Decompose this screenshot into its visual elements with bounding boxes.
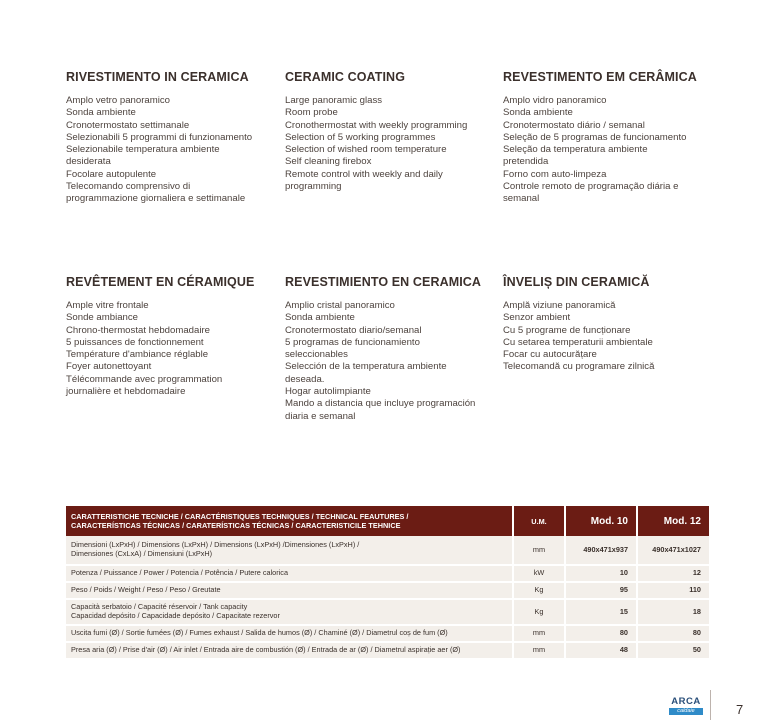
- list-item: Selección de la temperatura ambiente: [285, 361, 447, 373]
- list-item: Température d'ambiance réglable: [66, 349, 209, 361]
- row-mod12: 12: [637, 565, 709, 582]
- list-item: Sonda ambiente: [503, 107, 573, 119]
- section-title: REVESTIMENTO EM CERÂMICA: [503, 70, 697, 84]
- table-row: [66, 565, 709, 582]
- header-label-line2: CARACTERÍSTICAS TÉCNICAS / CARATERÍSTICAS TÉCNICAS / CARACTERISTICILE TEHNICE: [71, 521, 401, 530]
- row-um: kW: [513, 565, 565, 582]
- table-row: [66, 599, 709, 625]
- list-item: Télécommande avec programmation: [66, 373, 223, 385]
- list-item: Self cleaning firebox: [285, 156, 372, 168]
- row-mod10: 10: [565, 565, 637, 582]
- list-item: journalière et hebdomadaire: [66, 386, 186, 398]
- list-item: Telecomando comprensivo di: [66, 181, 191, 193]
- section-french: [66, 275, 281, 398]
- row-mod12: 490x471x1027: [637, 536, 709, 565]
- list-item: Selezionabile temperatura ambiente: [66, 144, 220, 156]
- row-mod10: 15: [565, 599, 637, 625]
- section-title: RIVESTIMENTO IN CERAMICA: [66, 70, 249, 84]
- row-label: [66, 625, 513, 642]
- table-row: [66, 582, 709, 599]
- header-label-line1: CARATTERISTICHE TECNICHE / CARACTÉRISTIQUES TECHNIQUES / TECHNICAL FEAUTURES /: [71, 512, 409, 521]
- logo-sub: caldaie: [669, 708, 703, 715]
- list-item: Cronotermostato diário / semanal: [503, 119, 645, 131]
- list-item: Chrono-thermostat hebdomadaire: [66, 324, 210, 336]
- table-row: [66, 642, 709, 659]
- feature-list: [503, 300, 718, 374]
- row-mod10: 490x471x937: [565, 536, 637, 565]
- list-item: Focar cu autocurățare: [503, 349, 597, 361]
- table-row: [66, 625, 709, 642]
- list-item: Ample vitre frontale: [66, 300, 149, 311]
- row-label: [66, 582, 513, 599]
- row-mod10: 95: [565, 582, 637, 599]
- row-mod10: 80: [565, 625, 637, 642]
- list-item: Large panoramic glass: [285, 95, 383, 106]
- row-label: [66, 536, 513, 565]
- list-item: Room probe: [285, 107, 338, 119]
- header-label: [66, 506, 513, 536]
- list-item: 5 programas de funcionamiento: [285, 336, 420, 348]
- section-romanian: [503, 275, 718, 374]
- list-item: Selezionabili 5 programmi di funzionamento: [66, 131, 253, 143]
- row-mod10: 48: [565, 642, 637, 659]
- section-title: REVESTIMIENTO EN CERAMICA: [285, 275, 482, 289]
- list-item: Cu 5 programe de funcționare: [503, 324, 631, 336]
- row-label: [66, 565, 513, 582]
- list-item: Amplo vetro panoramico: [66, 95, 170, 106]
- list-item: desiderata: [66, 156, 111, 168]
- section-title: ÎNVELIȘ DIN CERAMICĂ: [503, 275, 650, 289]
- list-item: Selection of 5 working programmes: [285, 131, 436, 143]
- section-portuguese: [503, 70, 718, 206]
- row-label: [66, 599, 513, 625]
- list-item: seleccionables: [285, 349, 348, 361]
- row-label-line2: Capacidad depósito / Capacidade depósito / Capacitate rezervor: [71, 611, 280, 620]
- header-um: U.M.: [513, 506, 565, 536]
- list-item: deseada.: [285, 373, 325, 385]
- row-label-line1: Potenza / Puissance / Power / Potencia / Potência / Putere calorica: [71, 568, 288, 578]
- list-item: Forno com auto-limpeza: [503, 168, 607, 180]
- section-title: CERAMIC COATING: [285, 70, 406, 84]
- list-item: Hogar autolimpiante: [285, 386, 371, 398]
- row-mod12: 50: [637, 642, 709, 659]
- section-italian: [66, 70, 281, 206]
- list-item: Sonde ambiance: [66, 312, 139, 324]
- list-item: Cronotermostato diario/semanal: [285, 324, 422, 336]
- list-item: Selection of wished room temperature: [285, 144, 447, 156]
- feature-list: [285, 95, 500, 193]
- list-item: Amplă viziune panoramică: [503, 300, 616, 311]
- section-english: [285, 70, 500, 193]
- arca-logo: [669, 697, 703, 715]
- list-item: Sonda ambiente: [285, 312, 355, 324]
- list-item: Amplio cristal panoramico: [285, 300, 395, 311]
- row-um: mm: [513, 625, 565, 642]
- list-item: Controle remoto de programação diária e: [503, 181, 679, 193]
- section-spanish: [285, 275, 500, 423]
- page-number: 7: [736, 702, 744, 717]
- header-mod10: Mod. 10: [565, 506, 637, 536]
- row-label-line2: Dimensiones (CxLxA) / Dimensiuni (LxPxH): [71, 549, 213, 558]
- row-label-line1: Capacità serbatoio / Capacité réservoir / Tank capacity: [71, 602, 248, 612]
- logo-brand: ARCA: [671, 696, 701, 707]
- list-item: programmazione giornaliera e settimanale: [66, 193, 246, 205]
- header-mod12: Mod. 12: [637, 506, 709, 536]
- row-um: mm: [513, 642, 565, 659]
- feature-list: [285, 300, 500, 423]
- list-item: pretendida: [503, 156, 549, 168]
- list-item: Foyer autonettoyant: [66, 361, 152, 373]
- footer-divider: [710, 690, 711, 720]
- list-item: diaria e semanal: [285, 410, 356, 422]
- list-item: Amplo vidro panoramico: [503, 95, 607, 106]
- row-label-line1: Peso / Poids / Weight / Peso / Peso / Greutate: [71, 585, 221, 595]
- list-item: Cronothermostat with weekly programming: [285, 119, 468, 131]
- feature-list: [503, 95, 718, 206]
- list-item: Seleção de 5 programas de funcionamento: [503, 131, 687, 143]
- row-label: [66, 642, 513, 659]
- row-um: Kg: [513, 599, 565, 625]
- list-item: Senzor ambient: [503, 312, 571, 324]
- feature-list: [66, 95, 281, 206]
- feature-list: [66, 300, 281, 398]
- list-item: Cronotermostato settimanale: [66, 119, 190, 131]
- row-um: mm: [513, 536, 565, 565]
- list-item: Sonda ambiente: [66, 107, 136, 119]
- row-mod12: 110: [637, 582, 709, 599]
- row-um: Kg: [513, 582, 565, 599]
- list-item: Focolare autopulente: [66, 168, 157, 180]
- section-title: REVÊTEMENT EN CÉRAMIQUE: [66, 275, 255, 289]
- row-label-line1: Uscita fumi (Ø) / Sortie fumées (Ø) / Fumes exhaust / Salida de humos (Ø) / Chaminé (Ø) / Diametrul coș de fum (Ø): [71, 628, 448, 638]
- row-mod12: 80: [637, 625, 709, 642]
- list-item: Remote control with weekly and daily: [285, 168, 443, 180]
- row-label-line1: Presa aria (Ø) / Prise d'air (Ø) / Air inlet / Entrada aire de combustión (Ø) / Entrada de ar (Ø) / Diametrul aspirație aer (Ø): [71, 645, 461, 655]
- list-item: Telecomandă cu programare zilnică: [503, 361, 655, 373]
- table-row: [66, 536, 709, 565]
- spec-table: [66, 506, 709, 660]
- row-label-line1: Dimensioni (LxPxH) / Dimensions (LxPxH) / Dimensions (LxPxH) /Dimensiones (LxPxH) /: [71, 540, 360, 550]
- list-item: programming: [285, 181, 342, 193]
- list-item: Cu setarea temperaturii ambientale: [503, 336, 653, 348]
- list-item: Seleção da temperatura ambiente: [503, 144, 648, 156]
- list-item: 5 puissances de fonctionnement: [66, 336, 204, 348]
- row-mod12: 18: [637, 599, 709, 625]
- list-item: Mando a distancia que incluye programación: [285, 398, 476, 410]
- list-item: semanal: [503, 193, 540, 205]
- table-header-row: [66, 506, 709, 536]
